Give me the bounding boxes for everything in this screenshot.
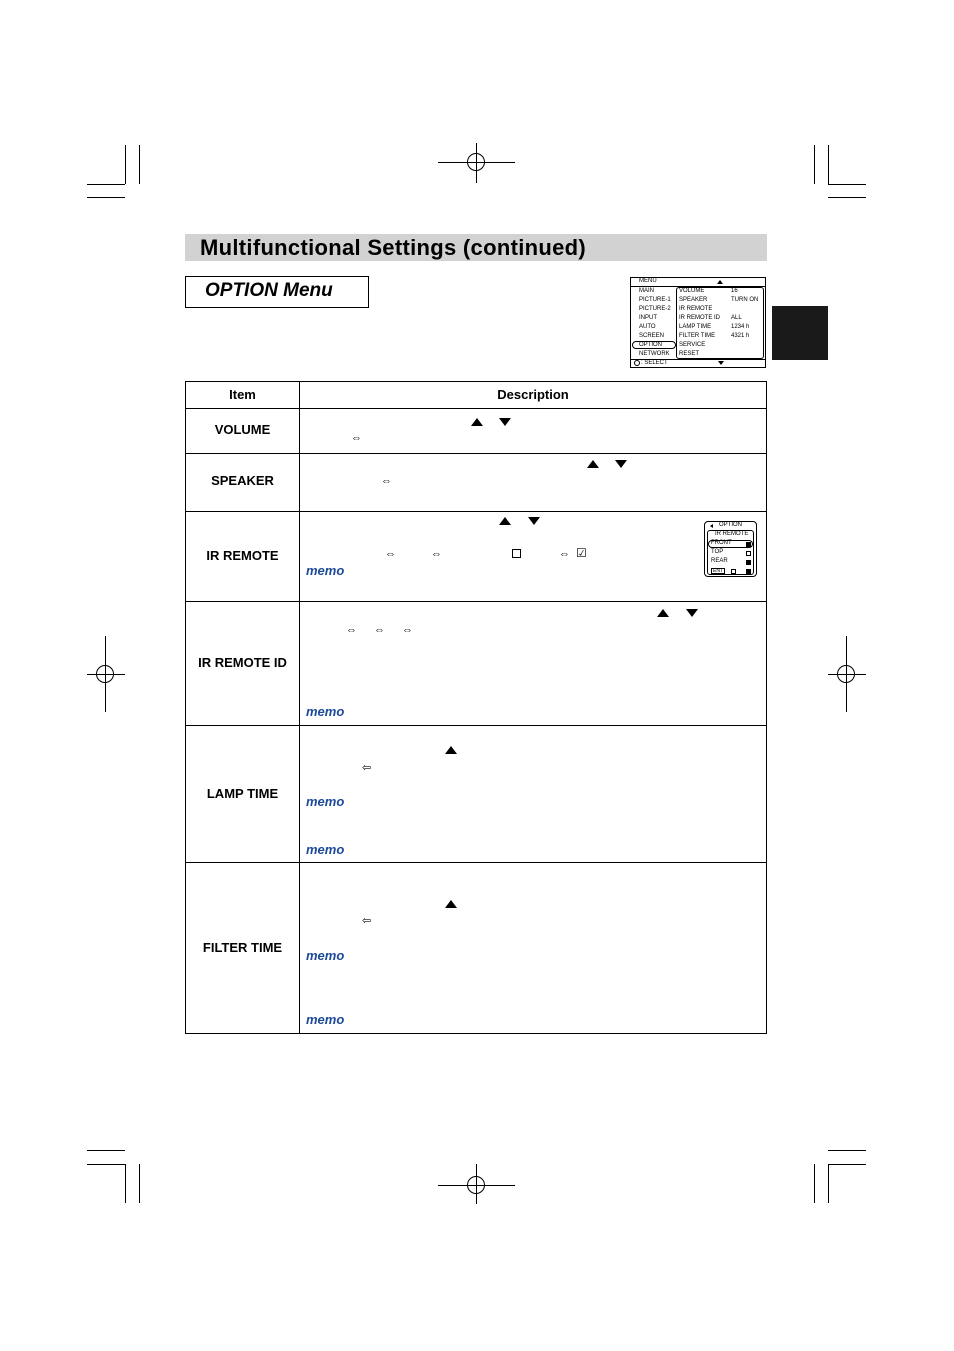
ir-option: TOP — [711, 549, 724, 555]
up-arrow-icon — [445, 746, 457, 754]
ir-remote-panel — [704, 521, 757, 577]
crop-mark — [828, 1150, 866, 1151]
lr-arrow-icon: ⇔ — [381, 475, 392, 487]
lr-arrow-icon: ⇔ — [559, 548, 570, 560]
section-title-box — [185, 276, 369, 308]
ir-option: FRONT — [711, 540, 732, 546]
menu-item: INPUT — [639, 315, 657, 321]
enter-key-icon: ENT — [713, 568, 723, 574]
option-menu-screen — [630, 277, 766, 368]
crop-mark — [87, 1164, 125, 1165]
scroll-up-icon — [717, 280, 723, 284]
submenu-item: LAMP TIME — [679, 324, 712, 330]
submenu-item: SPEAKER — [679, 297, 708, 303]
checkbox-empty-icon — [512, 549, 521, 558]
title-bar — [185, 234, 767, 261]
menu-value: TURN ON — [731, 297, 759, 303]
select-icon — [634, 360, 640, 366]
lr-arrow-icon: ⇔ — [374, 624, 385, 636]
left-arrow-icon: ⇦ — [362, 915, 372, 927]
menu-header: MENU — [639, 278, 657, 284]
chapter-tab — [772, 306, 828, 360]
left-arrow-icon: ⇦ — [362, 762, 372, 774]
panel-title: OPTION — [719, 522, 743, 528]
registration-mark — [837, 665, 855, 683]
submenu-item: FILTER TIME — [679, 333, 716, 339]
item-volume: VOLUME — [214, 422, 271, 437]
down-arrow-icon — [686, 609, 698, 617]
menu-item: NETWORK — [639, 351, 670, 357]
memo-label: memo — [306, 1012, 345, 1027]
item-lamp-time: LAMP TIME — [206, 786, 279, 801]
checkbox-empty-icon — [731, 569, 736, 574]
submenu-item: RESET — [679, 351, 700, 357]
lr-arrow-icon: ⇔ — [402, 624, 413, 636]
item-ir-remote-id: IR REMOTE ID — [198, 655, 287, 670]
menu-item-selected: OPTION — [639, 342, 663, 348]
scroll-down-icon — [718, 361, 724, 365]
menu-item: PICTURE-2 — [639, 306, 671, 312]
checkbox-empty-icon — [746, 551, 751, 556]
memo-label: memo — [306, 563, 345, 578]
header-description: Description — [497, 387, 569, 402]
section-title: OPTION Menu — [205, 280, 333, 301]
memo-label: memo — [306, 704, 345, 719]
item-ir-remote: IR REMOTE — [206, 548, 279, 563]
up-arrow-icon — [445, 900, 457, 908]
submenu-item: VOLUME — [679, 288, 705, 294]
memo-label: memo — [306, 948, 345, 963]
crop-mark — [828, 1164, 829, 1203]
page-title: Multifunctional Settings (continued) — [200, 235, 586, 260]
up-arrow-icon — [471, 418, 483, 426]
crop-mark — [814, 1164, 815, 1203]
up-arrow-icon — [499, 517, 511, 525]
down-arrow-icon — [528, 517, 540, 525]
item-filter-time: FILTER TIME — [202, 940, 283, 955]
crop-mark — [814, 145, 815, 184]
checkbox-checked-icon — [746, 560, 751, 565]
lr-arrow-icon: ⇔ — [346, 624, 357, 636]
registration-mark — [467, 153, 485, 171]
memo-label: memo — [306, 794, 345, 809]
menu-item: AUTO — [639, 324, 656, 330]
memo-label: memo — [306, 842, 345, 857]
registration-mark — [467, 1176, 485, 1194]
item-speaker: SPEAKER — [211, 473, 274, 488]
menu-item: SCREEN — [639, 333, 665, 339]
down-arrow-icon — [499, 418, 511, 426]
submenu-item: IR REMOTE ID — [679, 315, 721, 321]
crop-mark — [139, 145, 140, 184]
crop-mark — [125, 1164, 126, 1203]
crop-mark — [87, 1150, 125, 1151]
panel-subtitle: IR REMOTE — [715, 531, 749, 537]
option-table — [185, 381, 767, 1034]
ir-option: REAR — [711, 558, 728, 564]
checkbox-checked-icon: ☑ — [576, 546, 587, 560]
crop-mark — [828, 184, 866, 185]
menu-item: MAIN — [639, 288, 654, 294]
registration-mark — [96, 665, 114, 683]
crop-mark — [828, 1164, 866, 1165]
checkbox-checked-icon — [746, 542, 751, 547]
down-arrow-icon — [615, 460, 627, 468]
lr-arrow-icon: ⇔ — [351, 432, 362, 444]
menu-value: 16 — [731, 288, 738, 294]
lr-arrow-icon: ⇔ — [385, 548, 396, 560]
submenu-item: SERVICE — [679, 342, 706, 348]
crop-mark — [828, 145, 829, 184]
crop-mark — [87, 184, 125, 185]
checkbox-checked-icon — [746, 569, 751, 574]
menu-item: PICTURE-1 — [639, 297, 671, 303]
menu-footer: : SELECT — [641, 360, 668, 366]
submenu-item: IR REMOTE — [679, 306, 713, 312]
crop-mark — [139, 1164, 140, 1203]
crop-mark — [87, 197, 125, 198]
up-arrow-icon — [657, 609, 669, 617]
menu-value: 1234 h — [731, 324, 750, 330]
crop-mark — [125, 145, 126, 184]
up-arrow-icon — [587, 460, 599, 468]
header-item: Item — [229, 387, 256, 402]
back-arrow-icon — [710, 524, 713, 528]
menu-value: 4321 h — [731, 333, 750, 339]
menu-value: ALL — [731, 315, 742, 321]
lr-arrow-icon: ⇔ — [431, 548, 442, 560]
crop-mark — [828, 197, 866, 198]
